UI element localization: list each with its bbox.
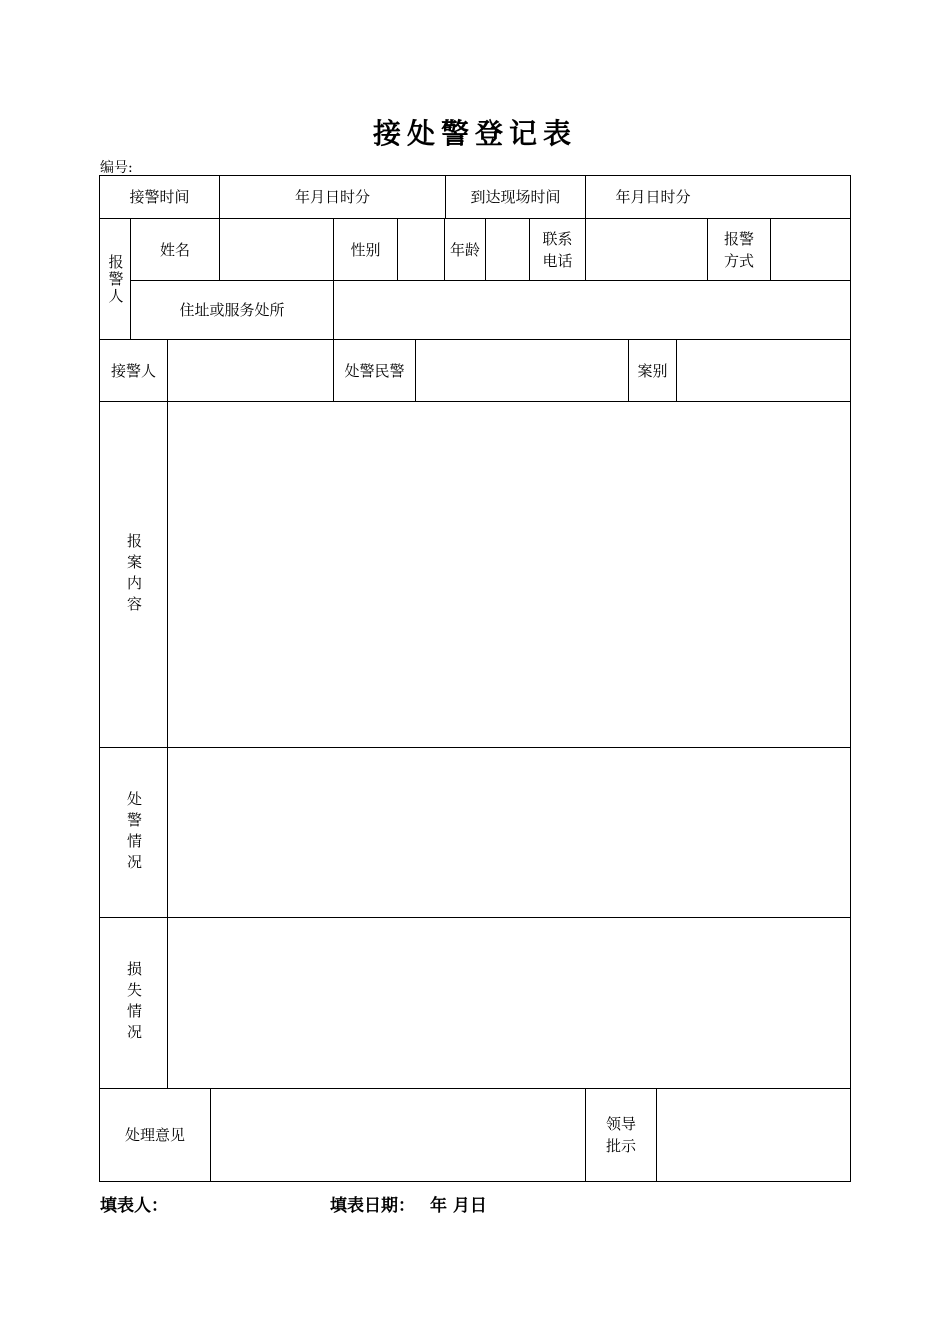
phone-field[interactable] bbox=[586, 219, 707, 280]
fill-date-label: 填表日期： bbox=[330, 1196, 415, 1216]
name-label: 姓名 bbox=[159, 240, 190, 259]
serial-number-label: 编号: bbox=[100, 160, 133, 176]
report-content-label: 报案内容 bbox=[125, 532, 143, 617]
age-label: 年龄 bbox=[449, 240, 480, 259]
report-method-field[interactable] bbox=[771, 219, 850, 280]
phone-label: 联系 电话 bbox=[542, 229, 573, 270]
receiver-field[interactable] bbox=[168, 340, 333, 401]
handling-opinion-label: 处理意见 bbox=[124, 1126, 185, 1144]
receive-time-label: 接警时间 bbox=[129, 188, 190, 206]
arrive-time-field[interactable]: 年月日时分 bbox=[615, 188, 691, 206]
address-label: 住址或服务处所 bbox=[179, 301, 285, 319]
case-type-label: 案别 bbox=[637, 361, 668, 380]
receive-time-field[interactable]: 年月日时分 bbox=[294, 188, 370, 206]
handling-status-field[interactable] bbox=[168, 748, 850, 917]
report-content-field[interactable] bbox=[168, 402, 850, 747]
gender-field[interactable] bbox=[398, 219, 444, 280]
address-field[interactable] bbox=[334, 281, 850, 339]
reporter-group-label: 报警人 bbox=[106, 253, 125, 305]
name-field[interactable] bbox=[220, 219, 333, 280]
loss-status-field[interactable] bbox=[168, 918, 850, 1088]
officer-label: 处警民警 bbox=[344, 361, 405, 380]
fill-date-value[interactable]: 年 月日 bbox=[430, 1196, 487, 1216]
form-title: 接处警登记表 bbox=[372, 117, 577, 150]
handling-opinion-field[interactable] bbox=[211, 1089, 585, 1181]
gender-label: 性别 bbox=[350, 240, 381, 259]
loss-status-label: 损失情况 bbox=[125, 961, 143, 1045]
filler-label: 填表人： bbox=[100, 1196, 168, 1216]
receiver-label: 接警人 bbox=[110, 361, 156, 380]
leader-instruction-field[interactable] bbox=[657, 1089, 850, 1181]
report-method-label: 报警 方式 bbox=[723, 229, 754, 270]
officer-field[interactable] bbox=[416, 340, 628, 401]
case-type-field[interactable] bbox=[677, 340, 850, 401]
arrive-time-label: 到达现场时间 bbox=[470, 188, 561, 206]
leader-instruction-label: 领导 批示 bbox=[605, 1115, 636, 1155]
age-field[interactable] bbox=[486, 219, 529, 280]
handling-status-label: 处警情况 bbox=[125, 790, 143, 875]
